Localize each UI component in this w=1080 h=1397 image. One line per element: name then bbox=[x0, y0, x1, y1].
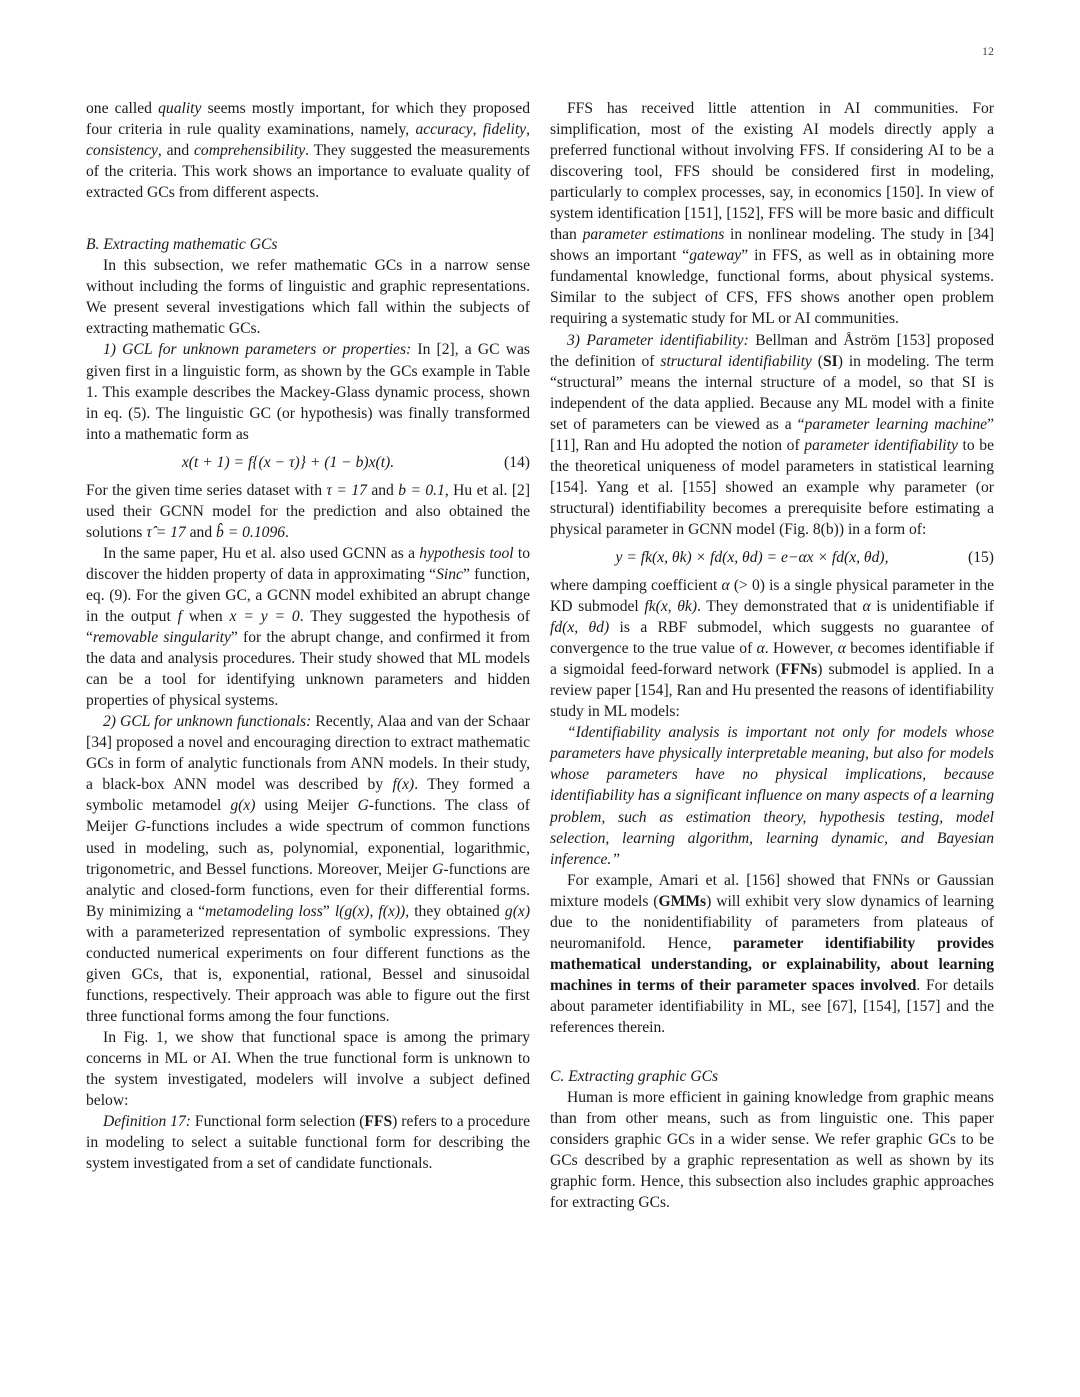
paragraph: 3) Parameter identifiability: Bellman and Åström [153] proposed the definition of structural identifiability (SI) in modeling. The term “structural” means the internal structure of a model, so that SI is independent of the data applied. Because any ML model with a finite set of parameters can be viewed as a “parameter learning machine” [11], Ran and Hu adopted the notion of parameter identifiability to be the theoretical uniqueness of model parameters in statistical learning [154]. Yang et al. [155] showed an example why parameter (or structural) identifiability becomes a prerequisite before estimating a physical parameter in GCNN model (Fig. 8(b)) in a form of: bbox=[550, 331, 995, 538]
paragraph: In Fig. 1, we show that functional space is among the primary concerns in ML or AI. When the true functional form is unknown to the system investigated, modelers will involve a subject defined below: bbox=[86, 1028, 530, 1110]
equation-body: x(t + 1) = f{(x − τ)} + (1 − b)x(t). bbox=[181, 454, 395, 472]
paragraph: For the given time series dataset with τ = 17 and b = 0.1, Hu et al. [2] used their GCNN model for the prediction and also obtained the solutions τ̂ = 17 and b̂ = 0.1096. bbox=[86, 481, 531, 541]
paragraph: 2) GCL for unknown functionals: Recently, Alaa and van der Schaar [34] proposed a novel and encouraging direction to extract mathematic GCs in form of analytic functionals from ANN models. In their study, a black-box ANN model was described by f(x). They formed a symbolic metamodel g(x) using Meijer G-functions. The class of Meijer G-functions includes a wide spectrum of common functions used in modeling, such as, polynomial, exponential, logarithmic, trigonometric, and Bessel functions. Moreover, Meijer G-functions are analytic and closed-form functions, even for their differential forms. By minimizing a “metamodeling loss” l(g(x), f(x)), they obtained g(x) with a parameterized representation of symbolic expressions. They conducted numerical experiments on four different functions as the given GCs, that is, exponential, rational, Bessel and sinusoidal functions, respectively. Their approach was able to figure out the first three functional forms among the four functions. bbox=[86, 713, 531, 1025]
equation-number: (14) bbox=[504, 454, 530, 472]
paragraph: Human is more efficient in gaining knowledge from graphic means than from other means, such as from linguistic one. This paper considers graphic GCs in a wider sense. We refer graphic GCs to be GCs described by a graphic representation as well as shown by its graphic form. Hence, this subsection also includes graphic approaches for extracting GCs. bbox=[550, 1089, 994, 1212]
paragraph: In this subsection, we refer mathematic GCs in a narrow sense without including the forms of linguistic and graphic representations. We present several investigations which fall within the subjects of extracting mathematic GCs. bbox=[86, 257, 530, 338]
quote: “Identifiability analysis is important not only for models whose parameters have physically interpretable meaning, but also for models whose parameters have no physical implications, because identifiability has a significant influence on many aspects of a learning problem, such as estimation theory, hypothesis testing, model selection, learning algorithm, learning dynamic, and Bayesian inference.” bbox=[550, 724, 994, 868]
left-column bbox=[86, 98, 530, 1174]
definition-17: Definition 17: Functional form selection (FFS) refers to a procedure in modeling to select a suitable functional form for describing the system investigated from a set of candidate functionals. bbox=[86, 1113, 530, 1173]
equation-15 bbox=[550, 543, 994, 573]
section-heading: C. Extracting graphic GCs bbox=[550, 1068, 719, 1086]
page-number: 12 bbox=[982, 44, 994, 58]
paragraph: one called quality seems mostly important, for which they proposed four criteria in rule quality examinations, namely, accuracy, fidelity, consistency, and comprehensibility. They suggested the measurements of the criteria. This work shows an importance to evaluate quality of extracted GCs from different aspects. bbox=[86, 100, 531, 202]
paragraph: FFS has received little attention in AI communities. For simplification, most of the existing AI models directly apply a preferred functional without involving FFS. If considering AI to be a discovering tool, FFS should be considered first in modeling, particularly to complex processes, say, in economics [150]. In view of system identification [151], [152], FFS will be more basic and difficult than parameter estimations in nonlinear modeling. The study in [34] shows an important “gateway” in FFS, as well as in obtaining more fundamental knowledge, functional forms, about physical systems. Similar to the subject of CFS, FFS shows another open problem requiring a systematic study for ML or AI communities. bbox=[550, 100, 995, 328]
equation-body: y = fk(x, θk) × fd(x, θd) = e−αx × fd(x, θd), bbox=[615, 549, 889, 567]
equation-14 bbox=[86, 448, 530, 478]
equation-number: (15) bbox=[968, 549, 994, 567]
paragraph: where damping coefficient α (> 0) is a single physical parameter in the KD submodel fk(x, θk). They demonstrated that α is unidentifiable if fd(x, θd) is a RBF submodel, which suggests no guarantee of convergence to the true value of α. However, α becomes identifiable if a sigmoidal feed-forward network (FFNs) submodel is applied. In a review paper [154], Ran and Hu presented the reasons of identifiability study in ML models: bbox=[550, 576, 994, 721]
right-column bbox=[550, 98, 994, 1213]
paragraph: 1) GCL for unknown parameters or properties: In [2], a GC was given first in a linguistic form, as shown by the GCs example in Table 1. This example describes the Mackey-Glass dynamic process, shown in eq. (5). The linguistic GC (or hypothesis) was finally transformed into a mathematic form as bbox=[86, 341, 530, 443]
section-heading: B. Extracting mathematic GCs bbox=[86, 236, 278, 254]
paragraph: In the same paper, Hu et al. also used GCNN as a hypothesis tool to discover the hidden property of data in approximating “Sinc” function, eq. (9). For the given GC, a GCNN model exhibited an abrupt change in the output f when x = y = 0. They suggested the hypothesis of “removable singularity” for the abrupt change, and confirmed it from the data and analysis procedures. Their study showed that ML models can be a tool for identifying unknown parameters and hidden properties of physical systems. bbox=[86, 544, 531, 710]
paragraph: For example, Amari et al. [156] showed that FNNs or Gaussian mixture models (GMMs) will exhibit very slow dynamics of learning due to the nonidentifiability of parameters from plateaus of neuromanifold. Hence, parameter identifiability provides mathematical understanding, or explainability, about learning machines in terms of their parameter spaces involved. For details about parameter identifiability in ML, see [67], [154], [157] and the references therein. bbox=[550, 871, 994, 1036]
